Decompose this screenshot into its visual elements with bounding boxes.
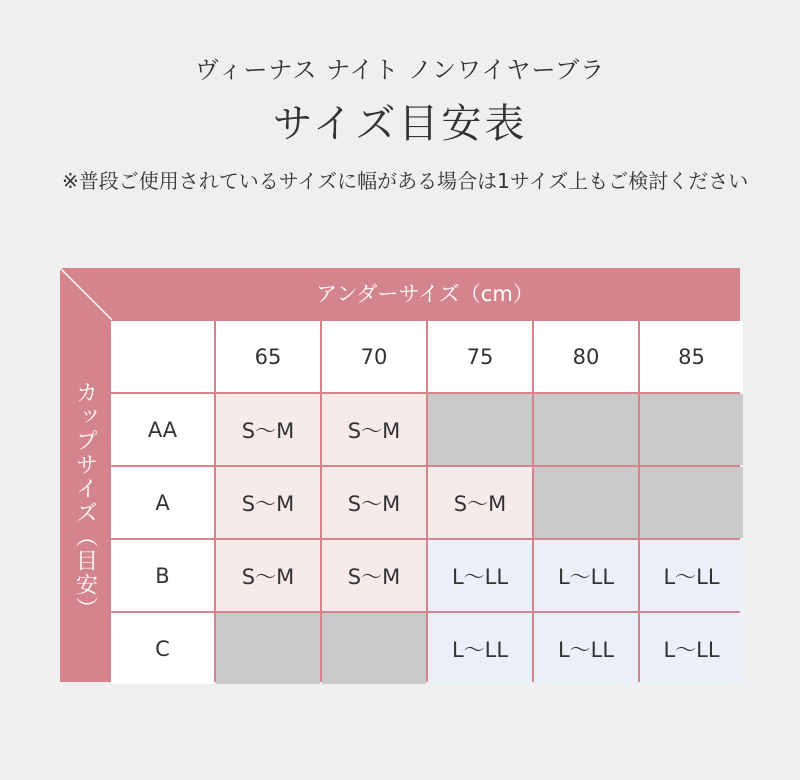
- row-header: B: [111, 540, 214, 611]
- table-cell: S〜M: [322, 540, 426, 611]
- product-name: ヴィーナス ナイト ノンワイヤーブラ: [194, 56, 606, 84]
- cup-size-label: カップサイズ（目安）: [72, 381, 98, 621]
- corner-diagonal: [60, 268, 112, 320]
- table-cell-unavailable: [534, 467, 638, 538]
- row-header: A: [111, 467, 214, 538]
- table-cell-unavailable: [534, 394, 638, 465]
- table-cell: L〜LL: [640, 540, 743, 611]
- table-cell-unavailable: [322, 613, 426, 684]
- page-title: サイズ目安表: [272, 101, 528, 147]
- column-header: 65: [216, 321, 320, 392]
- table-cell: S〜M: [216, 540, 320, 611]
- table-cell-unavailable: [216, 613, 320, 684]
- table-cell: L〜LL: [534, 540, 638, 611]
- table-cell: L〜LL: [428, 613, 532, 684]
- table-cell-unavailable: [640, 394, 743, 465]
- under-size-header: アンダーサイズ（cm）: [316, 282, 534, 306]
- column-header: 75: [428, 321, 532, 392]
- table-cell: S〜M: [216, 394, 320, 465]
- table-cell: L〜LL: [534, 613, 638, 684]
- column-header: 85: [640, 321, 743, 392]
- table-cell: L〜LL: [428, 540, 532, 611]
- row-header: C: [111, 613, 214, 684]
- column-header: 70: [322, 321, 426, 392]
- grid-corner-cell: [111, 321, 214, 392]
- size-note: ※普段ご使用されているサイズに幅がある場合は1サイズ上もご検討ください: [62, 169, 749, 193]
- cup-size-header: [60, 320, 110, 682]
- table-cell: S〜M: [216, 467, 320, 538]
- table-cell-unavailable: [428, 394, 532, 465]
- table-cell: S〜M: [322, 394, 426, 465]
- table-cell-unavailable: [640, 467, 743, 538]
- size-chart-table: [60, 268, 740, 682]
- table-cell: S〜M: [428, 467, 532, 538]
- table-cell: S〜M: [322, 467, 426, 538]
- row-header: AA: [111, 394, 214, 465]
- size-grid: [111, 321, 739, 684]
- column-header: 80: [534, 321, 638, 392]
- table-cell: L〜LL: [640, 613, 743, 684]
